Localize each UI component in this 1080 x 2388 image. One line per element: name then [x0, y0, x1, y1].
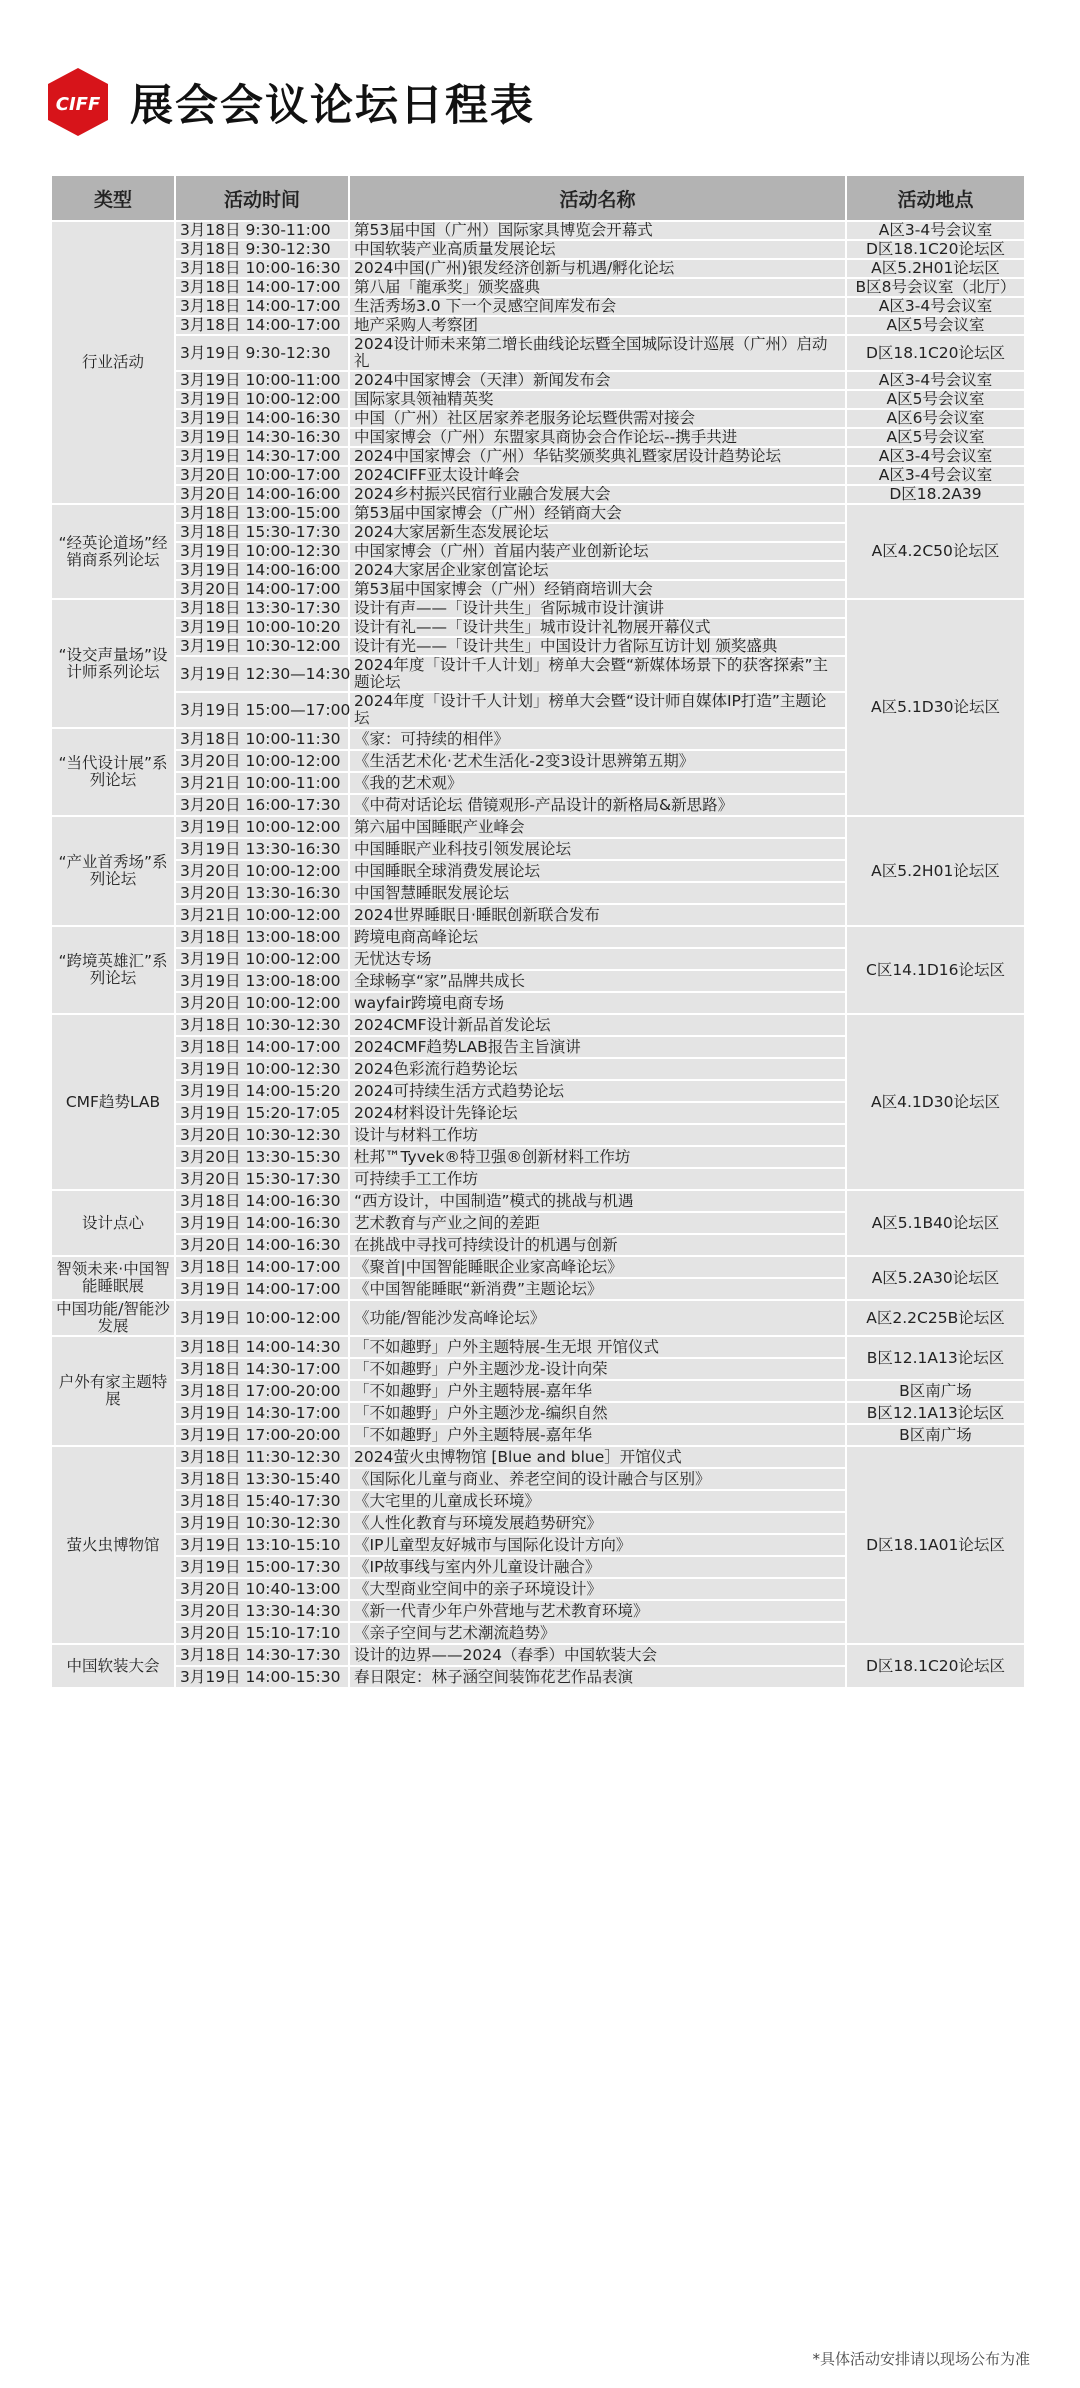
table-row	[51, 1424, 1025, 1446]
activity-time: 3月18日 14:30-17:30	[175, 1644, 349, 1666]
schedule-table	[50, 174, 1026, 1689]
table-row	[51, 599, 1025, 618]
activity-name: 「不如趣野」户外主题特展-嘉年华	[349, 1424, 846, 1446]
section-type: 中国功能/智能沙发展	[51, 1300, 175, 1336]
activity-time: 3月19日 14:30-17:00	[175, 447, 349, 466]
section-type: 智领未来·中国智能睡眠展	[51, 1256, 175, 1300]
table-row	[51, 1380, 1025, 1402]
activity-time: 3月19日 10:30-12:30	[175, 1512, 349, 1534]
activity-time: 3月19日 9:30-12:30	[175, 335, 349, 371]
activity-name: 「不如趣野」户外主题沙龙-编织自然	[349, 1402, 846, 1424]
activity-time: 3月18日 14:30-17:00	[175, 1358, 349, 1380]
merged-venue: A区5.1D30论坛区	[846, 599, 1025, 816]
activity-time: 3月19日 10:00-12:30	[175, 1058, 349, 1080]
activity-venue: D区18.1C20论坛区	[846, 240, 1025, 259]
activity-venue: D区18.1C20论坛区	[846, 335, 1025, 371]
activity-name: 无忧达专场	[349, 948, 846, 970]
activity-name: 《聚首|中国智能睡眠企业家高峰论坛》	[349, 1256, 846, 1278]
activity-name: 《新一代青少年户外营地与艺术教育环境》	[349, 1600, 846, 1622]
activity-name: 《国际化儿童与商业、养老空间的设计融合与区别》	[349, 1468, 846, 1490]
activity-name: 《大型商业空间中的亲子环境设计》	[349, 1578, 846, 1600]
activity-name: 2024CMF趋势LAB报告主旨演讲	[349, 1036, 846, 1058]
activity-name: 中国睡眠全球消费发展论坛	[349, 860, 846, 882]
activity-time: 3月19日 10:00-12:30	[175, 542, 349, 561]
activity-name: 全球畅享“家”品牌共成长	[349, 970, 846, 992]
activity-venue: A区5.2H01论坛区	[846, 259, 1025, 278]
activity-venue: A区5号会议室	[846, 428, 1025, 447]
activity-time: 3月18日 15:40-17:30	[175, 1490, 349, 1512]
activity-name: 中国智慧睡眠发展论坛	[349, 882, 846, 904]
activity-time: 3月19日 10:00-12:00	[175, 1300, 349, 1336]
activity-time: 3月20日 15:10-17:10	[175, 1622, 349, 1644]
activity-name: 第八届「龍承奖」颁奖盛典	[349, 278, 846, 297]
column-header-time: 活动时间	[175, 175, 349, 221]
activity-name: 《我的艺术观》	[349, 772, 846, 794]
activity-name: 「不如趣野」户外主题特展-嘉年华	[349, 1380, 846, 1402]
activity-venue: B区8号会议室（北厅）	[846, 278, 1025, 297]
table-row	[51, 1014, 1025, 1036]
activity-name: 可持续手工工作坊	[349, 1168, 846, 1190]
activity-time: 3月20日 10:00-12:00	[175, 992, 349, 1014]
column-header-venue: 活动地点	[846, 175, 1025, 221]
activity-name: 设计有声——「设计共生」省际城市设计演讲	[349, 599, 846, 618]
activity-time: 3月20日 10:00-17:00	[175, 466, 349, 485]
table-row	[51, 1336, 1025, 1358]
activity-name: 设计与材料工作坊	[349, 1124, 846, 1146]
activity-name: 《生活艺术化·艺术生活化-2变3设计思辨第五期》	[349, 750, 846, 772]
merged-venue: A区2.2C25B论坛区	[846, 1300, 1025, 1336]
table-row	[51, 504, 1025, 523]
table-row	[51, 1402, 1025, 1424]
activity-name: 2024材料设计先锋论坛	[349, 1102, 846, 1124]
table-row	[51, 485, 1025, 504]
activity-name: 2024CIFF亚太设计峰会	[349, 466, 846, 485]
activity-name: 跨境电商高峰论坛	[349, 926, 846, 948]
section-type: 萤火虫博物馆	[51, 1446, 175, 1644]
merged-venue: A区4.1D30论坛区	[846, 1014, 1025, 1190]
activity-time: 3月18日 10:30-12:30	[175, 1014, 349, 1036]
section-type: 中国软装大会	[51, 1644, 175, 1688]
activity-name: 杜邦™Tyvek®特卫强®创新材料工作坊	[349, 1146, 846, 1168]
activity-time: 3月18日 9:30-11:00	[175, 221, 349, 240]
section-type: “当代设计展”系列论坛	[51, 728, 175, 816]
activity-venue: A区3-4号会议室	[846, 297, 1025, 316]
activity-time: 3月20日 14:00-16:30	[175, 1234, 349, 1256]
table-row	[51, 1256, 1025, 1278]
table-row	[51, 1644, 1025, 1666]
activity-name: 中国（广州）社区居家养老服务论坛暨供需对接会	[349, 409, 846, 428]
activity-time: 3月19日 15:00-17:30	[175, 1556, 349, 1578]
section-type: 设计点心	[51, 1190, 175, 1256]
ciff-logo	[46, 66, 110, 138]
activity-name: 2024乡村振兴民宿行业融合发展大会	[349, 485, 846, 504]
activity-time: 3月20日 13:30-16:30	[175, 882, 349, 904]
activity-time: 3月19日 10:00-12:00	[175, 390, 349, 409]
activity-time: 3月20日 16:00-17:30	[175, 794, 349, 816]
activity-time: 3月18日 10:00-16:30	[175, 259, 349, 278]
merged-venue: D区18.1C20论坛区	[846, 1644, 1025, 1688]
activity-name: 艺术教育与产业之间的差距	[349, 1212, 846, 1234]
activity-name: 中国软装产业高质量发展论坛	[349, 240, 846, 259]
activity-name: 「不如趣野」户外主题沙龙-设计向荣	[349, 1358, 846, 1380]
table-row	[51, 259, 1025, 278]
activity-venue: B区12.1A13论坛区	[846, 1402, 1025, 1424]
table-row	[51, 371, 1025, 390]
activity-venue: A区3-4号会议室	[846, 447, 1025, 466]
activity-time: 3月20日 13:30-14:30	[175, 1600, 349, 1622]
table-row	[51, 428, 1025, 447]
activity-time: 3月20日 14:00-17:00	[175, 580, 349, 599]
activity-time: 3月19日 10:00-12:00	[175, 816, 349, 838]
activity-time: 3月21日 10:00-11:00	[175, 772, 349, 794]
table-row	[51, 447, 1025, 466]
table-row	[51, 297, 1025, 316]
activity-name: 《功能/智能沙发高峰论坛》	[349, 1300, 846, 1336]
activity-name: 2024萤火虫博物馆 [Blue and blue］开馆仪式	[349, 1446, 846, 1468]
activity-time: 3月20日 10:00-12:00	[175, 750, 349, 772]
activity-name: 《亲子空间与艺术潮流趋势》	[349, 1622, 846, 1644]
activity-name: 2024年度「设计千人计划」榜单大会暨“新媒体场景下的获客探索”主题论坛	[349, 656, 846, 692]
table-row	[51, 278, 1025, 297]
activity-name: 第六届中国睡眠产业峰会	[349, 816, 846, 838]
ciff-logo-icon	[46, 66, 110, 138]
activity-time: 3月18日 14:00-17:00	[175, 1256, 349, 1278]
section-type: “跨境英雄汇”系列论坛	[51, 926, 175, 1014]
activity-name: 中国家博会（广州）首届内装产业创新论坛	[349, 542, 846, 561]
activity-name: 《IP故事线与室内外儿童设计融合》	[349, 1556, 846, 1578]
activity-time: 3月19日 14:00-16:30	[175, 409, 349, 428]
section-type: “设交声量场”设计师系列论坛	[51, 599, 175, 728]
activity-time: 3月20日 13:30-15:30	[175, 1146, 349, 1168]
footnote: *具体活动安排请以现场公布为准	[812, 2350, 1030, 2368]
activity-venue: D区18.2A39	[846, 485, 1025, 504]
table-row	[51, 316, 1025, 335]
activity-name: 2024大家居新生态发展论坛	[349, 523, 846, 542]
merged-venue: A区5.1B40论坛区	[846, 1190, 1025, 1256]
table-row	[51, 409, 1025, 428]
merged-venue: A区5.2H01论坛区	[846, 816, 1025, 926]
table-row	[51, 466, 1025, 485]
activity-name: 2024世界睡眠日·睡眠创新联合发布	[349, 904, 846, 926]
activity-time: 3月18日 14:00-17:00	[175, 278, 349, 297]
activity-name: 2024CMF设计新品首发论坛	[349, 1014, 846, 1036]
activity-time: 3月19日 14:00-16:00	[175, 561, 349, 580]
activity-time: 3月18日 14:00-17:00	[175, 297, 349, 316]
activity-venue: B区12.1A13论坛区	[846, 1336, 1025, 1380]
table-row	[51, 1446, 1025, 1468]
section-type: “经英论道场”经销商系列论坛	[51, 504, 175, 599]
activity-name: 2024中国家博会（广州）华钻奖颁奖典礼暨家居设计趋势论坛	[349, 447, 846, 466]
activity-time: 3月20日 15:30-17:30	[175, 1168, 349, 1190]
merged-venue: D区18.1A01论坛区	[846, 1446, 1025, 1644]
activity-venue: A区6号会议室	[846, 409, 1025, 428]
activity-time: 3月19日 13:30-16:30	[175, 838, 349, 860]
activity-name: 《中荷对话论坛 借镜观形-产品设计的新格局&新思路》	[349, 794, 846, 816]
activity-name: 设计有礼——「设计共生」城市设计礼物展开幕仪式	[349, 618, 846, 637]
activity-name: 中国睡眠产业科技引领发展论坛	[349, 838, 846, 860]
activity-time: 3月19日 10:00-12:00	[175, 948, 349, 970]
activity-time: 3月18日 13:30-15:40	[175, 1468, 349, 1490]
activity-time: 3月18日 14:00-17:00	[175, 1036, 349, 1058]
section-type: 行业活动	[51, 221, 175, 504]
activity-time: 3月18日 15:30-17:30	[175, 523, 349, 542]
table-row	[51, 390, 1025, 409]
activity-venue: A区3-4号会议室	[846, 466, 1025, 485]
activity-name: 2024可持续生活方式趋势论坛	[349, 1080, 846, 1102]
activity-time: 3月18日 17:00-20:00	[175, 1380, 349, 1402]
activity-time: 3月18日 13:30-17:30	[175, 599, 349, 618]
activity-name: 《IP儿童型友好城市与国际化设计方向》	[349, 1534, 846, 1556]
activity-time: 3月19日 10:00-11:00	[175, 371, 349, 390]
activity-name: 《中国智能睡眠“新消费”主题论坛》	[349, 1278, 846, 1300]
table-body	[51, 221, 1025, 1688]
activity-time: 3月19日 14:30-16:30	[175, 428, 349, 447]
activity-name: 2024中国(广州)银发经济创新与机遇/孵化论坛	[349, 259, 846, 278]
activity-name: 《大宅里的儿童成长环境》	[349, 1490, 846, 1512]
merged-venue: C区14.1D16论坛区	[846, 926, 1025, 1014]
activity-time: 3月19日 14:30-17:00	[175, 1402, 349, 1424]
activity-venue: A区3-4号会议室	[846, 221, 1025, 240]
activity-time: 3月19日 14:00-17:00	[175, 1278, 349, 1300]
activity-name: 《家：可持续的相伴》	[349, 728, 846, 750]
activity-time: 3月19日 15:00—17:00	[175, 692, 349, 728]
activity-time: 3月18日 14:00-17:00	[175, 316, 349, 335]
activity-time: 3月19日 10:00-10:20	[175, 618, 349, 637]
activity-time: 3月18日 13:00-15:00	[175, 504, 349, 523]
activity-time: 3月19日 10:30-12:00	[175, 637, 349, 656]
activity-time: 3月18日 14:00-16:30	[175, 1190, 349, 1212]
activity-name: wayfair跨境电商专场	[349, 992, 846, 1014]
table-row	[51, 335, 1025, 371]
table-header-row	[51, 175, 1025, 221]
activity-venue: A区3-4号会议室	[846, 371, 1025, 390]
activity-time: 3月18日 13:00-18:00	[175, 926, 349, 948]
activity-name: 第53届中国家博会（广州）经销商培训大会	[349, 580, 846, 599]
activity-name: 2024中国家博会（天津）新闻发布会	[349, 371, 846, 390]
activity-time: 3月21日 10:00-12:00	[175, 904, 349, 926]
activity-time: 3月20日 10:30-12:30	[175, 1124, 349, 1146]
activity-name: 中国家博会（广州）东盟家具商协会合作论坛--携手共进	[349, 428, 846, 447]
merged-venue: A区4.2C50论坛区	[846, 504, 1025, 599]
table-row	[51, 1300, 1025, 1336]
activity-venue: B区南广场	[846, 1380, 1025, 1402]
activity-name: 2024大家居企业家创富论坛	[349, 561, 846, 580]
table-row	[51, 926, 1025, 948]
activity-name: 地产采购人考察团	[349, 316, 846, 335]
section-type: “产业首秀场”系列论坛	[51, 816, 175, 926]
table-row	[51, 240, 1025, 259]
activity-time: 3月18日 9:30-12:30	[175, 240, 349, 259]
svg-text:CIFF: CIFF	[55, 94, 101, 115]
activity-name: 春日限定：林子涵空间装饰花艺作品表演	[349, 1666, 846, 1688]
activity-name: 2024色彩流行趋势论坛	[349, 1058, 846, 1080]
page-header	[46, 62, 535, 142]
activity-time: 3月19日 12:30—14:30	[175, 656, 349, 692]
activity-time: 3月19日 13:10-15:10	[175, 1534, 349, 1556]
column-header-type: 类型	[51, 175, 175, 221]
activity-name: 在挑战中寻找可持续设计的机遇与创新	[349, 1234, 846, 1256]
activity-name: 2024年度「设计千人计划」榜单大会暨“设计师自媒体IP打造”主题论坛	[349, 692, 846, 728]
column-header-name: 活动名称	[349, 175, 846, 221]
table-row	[51, 1190, 1025, 1212]
activity-name: 第53届中国（广州）国际家具博览会开幕式	[349, 221, 846, 240]
merged-venue: A区5.2A30论坛区	[846, 1256, 1025, 1300]
activity-name: 「不如趣野」户外主题特展-生无垠 开馆仪式	[349, 1336, 846, 1358]
section-type: 户外有家主题特展	[51, 1336, 175, 1446]
activity-time: 3月20日 10:00-12:00	[175, 860, 349, 882]
activity-venue: B区南广场	[846, 1424, 1025, 1446]
activity-time: 3月18日 11:30-12:30	[175, 1446, 349, 1468]
activity-time: 3月19日 13:00-18:00	[175, 970, 349, 992]
activity-name: 设计的边界——2024（春季）中国软装大会	[349, 1644, 846, 1666]
page-title: 展会会议论坛日程表	[130, 80, 535, 131]
activity-name: 《人性化教育与环境发展趋势研究》	[349, 1512, 846, 1534]
activity-venue: A区5号会议室	[846, 390, 1025, 409]
activity-name: 2024设计师未来第二增长曲线论坛暨全国城际设计巡展（广州）启动礼	[349, 335, 846, 371]
table-row	[51, 816, 1025, 838]
activity-time: 3月19日 14:00-15:30	[175, 1666, 349, 1688]
activity-time: 3月19日 17:00-20:00	[175, 1424, 349, 1446]
activity-time: 3月19日 14:00-15:20	[175, 1080, 349, 1102]
activity-time: 3月20日 10:40-13:00	[175, 1578, 349, 1600]
activity-time: 3月18日 10:00-11:30	[175, 728, 349, 750]
table-row	[51, 221, 1025, 240]
activity-time: 3月18日 14:00-14:30	[175, 1336, 349, 1358]
activity-name: “西方设计，中国制造”模式的挑战与机遇	[349, 1190, 846, 1212]
section-type: CMF趋势LAB	[51, 1014, 175, 1190]
activity-time: 3月19日 15:20-17:05	[175, 1102, 349, 1124]
activity-name: 设计有光——「设计共生」中国设计力省际互访计划 颁奖盛典	[349, 637, 846, 656]
activity-time: 3月20日 14:00-16:00	[175, 485, 349, 504]
activity-name: 第53届中国家博会（广州）经销商大会	[349, 504, 846, 523]
activity-name: 生活秀场3.0 下一个灵感空间库发布会	[349, 297, 846, 316]
activity-time: 3月19日 14:00-16:30	[175, 1212, 349, 1234]
activity-venue: A区5号会议室	[846, 316, 1025, 335]
activity-name: 国际家具领袖精英奖	[349, 390, 846, 409]
